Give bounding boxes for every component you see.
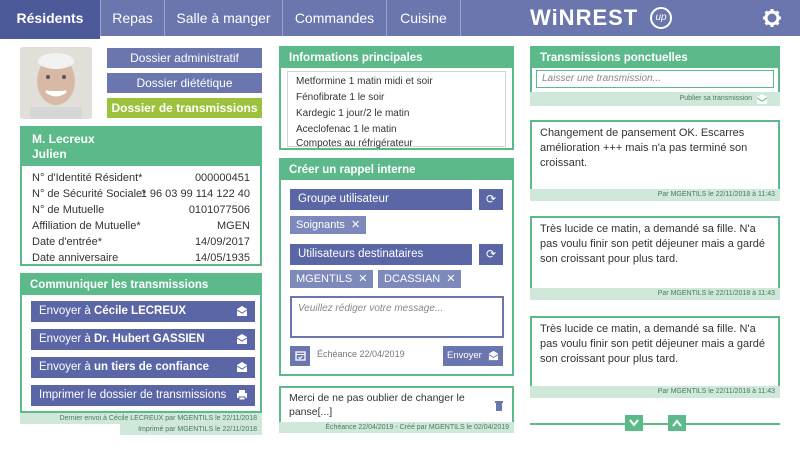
transmission-text: Très lucide ce matin, a demandé sa fille. N'a pas voulu finir son petit déjeuner mais a gardé son croissant pour plus tard. <box>540 223 766 265</box>
due-date-label: Échéance 22/04/2019 <box>317 349 405 359</box>
field-value: MGEN <box>217 220 250 232</box>
send-recipient: un tiers de confiance <box>93 361 210 373</box>
transmission-card <box>530 120 780 189</box>
chip-soignants <box>290 216 366 234</box>
chevron-down-icon[interactable] <box>625 415 643 431</box>
send-reminder-button[interactable] <box>443 346 503 366</box>
field-label: N° de Sécurité Sociale* <box>32 188 147 200</box>
trash-icon[interactable] <box>494 400 504 414</box>
printer-icon <box>236 389 248 401</box>
send-to-doctor-button[interactable] <box>31 329 255 350</box>
field-row <box>22 186 260 202</box>
send-recipient: Dr. Hubert GASSIEN <box>93 333 205 345</box>
top-nav <box>0 0 800 36</box>
envelope-icon <box>236 305 248 317</box>
winrest-logo-badge: up <box>650 7 672 29</box>
tab-cuisine[interactable]: Cuisine <box>387 0 461 36</box>
dossier-administratif-button[interactable]: Dossier administratif <box>107 48 262 68</box>
resident-last-name: M. Lecreux <box>32 132 95 146</box>
resident-photo <box>20 47 92 119</box>
transmissions-title: Transmissions ponctuelles <box>532 48 778 68</box>
transmission-input[interactable]: Laisser une transmission... <box>536 70 774 88</box>
field-label: Affiliation de Mutuelle* <box>32 220 141 232</box>
recipients-selector[interactable]: Utilisateurs destinataires <box>290 244 472 265</box>
field-row <box>22 250 260 266</box>
scroll-divider <box>530 423 780 425</box>
calendar-icon[interactable] <box>290 346 310 366</box>
tab-residents[interactable]: Résidents <box>0 0 101 36</box>
send-prefix: Envoyer à <box>39 333 94 345</box>
last-sent-note: Dernier envoi à Cécile LECREUX par MGENTILS le 22/11/2018 <box>20 413 262 424</box>
field-row <box>22 170 260 186</box>
field-value: 0101077506 <box>188 204 250 216</box>
send-to-trusted-third-party-button[interactable] <box>31 357 255 378</box>
main-info-list <box>287 71 506 147</box>
list-item: Fénofibrate 1 le soir <box>296 92 385 103</box>
gear-icon[interactable] <box>760 6 784 30</box>
main-info-panel <box>279 46 514 150</box>
list-item: Metformine 1 matin midi et soir <box>296 76 433 87</box>
reminder-footer: Échéance 22/04/2019 - Créé par MGENTILS le 02/04/2019 <box>279 422 514 433</box>
chip-label: DCASSIAN <box>384 273 441 285</box>
resident-info-panel <box>20 126 262 266</box>
dossier-transmissions-button[interactable]: Dossier de transmissions <box>107 98 262 118</box>
field-value: 14/05/1935 <box>194 252 250 264</box>
print-label: Imprimer le dossier de transmissions <box>39 389 227 401</box>
transmission-footer: Par MGENTILS le 22/11/2018 à 11:43 <box>530 386 780 398</box>
refresh-icon[interactable]: ⟳ <box>479 244 503 265</box>
tab-repas[interactable]: Repas <box>101 0 165 36</box>
field-label: Date anniversaire <box>32 252 119 264</box>
communicate-title: Communiquer les transmissions <box>22 275 260 295</box>
chip-dcassian <box>378 270 461 288</box>
field-label: N° de Mutuelle <box>32 204 105 216</box>
field-value: 000000451 <box>194 172 250 184</box>
send-recipient: Cécile LECREUX <box>93 305 187 317</box>
transmission-text: Changement de pansement OK. Escarres amélioration +++ mais n'a pas terminé son croissant. <box>540 127 748 169</box>
envelope-icon[interactable] <box>756 93 768 105</box>
refresh-icon[interactable]: ⟳ <box>479 189 503 210</box>
communicate-panel <box>20 273 262 413</box>
field-value: 1 96 03 99 114 122 40 <box>140 188 250 200</box>
send-to-cecile-button[interactable] <box>31 301 255 322</box>
field-row <box>22 234 260 250</box>
transmission-card <box>530 316 780 386</box>
transmission-footer: Par MGENTILS le 22/11/2018 à 11:43 <box>530 189 780 201</box>
chip-label: Soignants <box>296 219 345 231</box>
field-label: N° d'Identité Résident* <box>32 172 143 184</box>
dossier-dietetique-button[interactable]: Dossier diététique <box>107 73 262 93</box>
close-icon[interactable]: ✕ <box>358 273 368 285</box>
winrest-logo: WiNREST <box>530 5 639 30</box>
field-row <box>22 218 260 234</box>
create-reminder-panel <box>279 158 514 376</box>
field-row <box>22 202 260 218</box>
main-info-title: Informations principales <box>281 48 512 68</box>
reminder-text: Merci de ne pas oublier de changer le panse[...] <box>289 392 465 418</box>
group-selector[interactable]: Groupe utilisateur <box>290 189 472 210</box>
field-value: 14/09/2017 <box>194 236 250 248</box>
resident-name <box>22 128 260 166</box>
close-icon[interactable]: ✕ <box>446 273 456 285</box>
chevron-up-icon[interactable] <box>668 415 686 431</box>
create-reminder-title: Créer un rappel interne <box>281 160 512 180</box>
field-label: Date d'entrée* <box>32 236 102 248</box>
tab-salle-a-manger[interactable]: Salle à manger <box>165 0 283 36</box>
resident-first-name: Julien <box>32 147 67 161</box>
send-reminder-label: Envoyer <box>447 350 482 361</box>
chip-label: MGENTILS <box>296 273 353 285</box>
close-icon[interactable]: ✕ <box>350 219 361 231</box>
send-prefix: Envoyer à <box>39 305 94 317</box>
chip-mgentils <box>290 270 373 288</box>
list-item: Kardegic 1 jour/2 le matin <box>296 108 410 119</box>
publish-strip[interactable]: Publier sa transmission <box>530 92 780 106</box>
envelope-icon <box>488 350 499 361</box>
list-item: Compotes au réfrigérateur <box>296 138 413 149</box>
transmission-text: Très lucide ce matin, a demandé sa fille. N'a pas voulu finir son petit déjeuner mais a gardé son croissant pour plus tard. <box>540 323 766 365</box>
existing-reminder-card <box>279 386 514 422</box>
envelope-icon <box>236 333 248 345</box>
transmission-card <box>530 216 780 288</box>
envelope-icon <box>236 361 248 373</box>
transmission-footer: Par MGENTILS le 22/11/2018 à 11:43 <box>530 288 780 300</box>
send-prefix: Envoyer à <box>39 361 94 373</box>
tab-commandes[interactable]: Commandes <box>283 0 387 36</box>
printed-note: Imprimé par MGENTILS le 22/11/2018 <box>120 424 262 435</box>
message-input[interactable]: Veuillez rédiger votre message... <box>290 296 504 338</box>
list-item: Aceclofenac 1 le matin <box>296 124 397 135</box>
print-transmissions-button[interactable] <box>31 385 255 406</box>
